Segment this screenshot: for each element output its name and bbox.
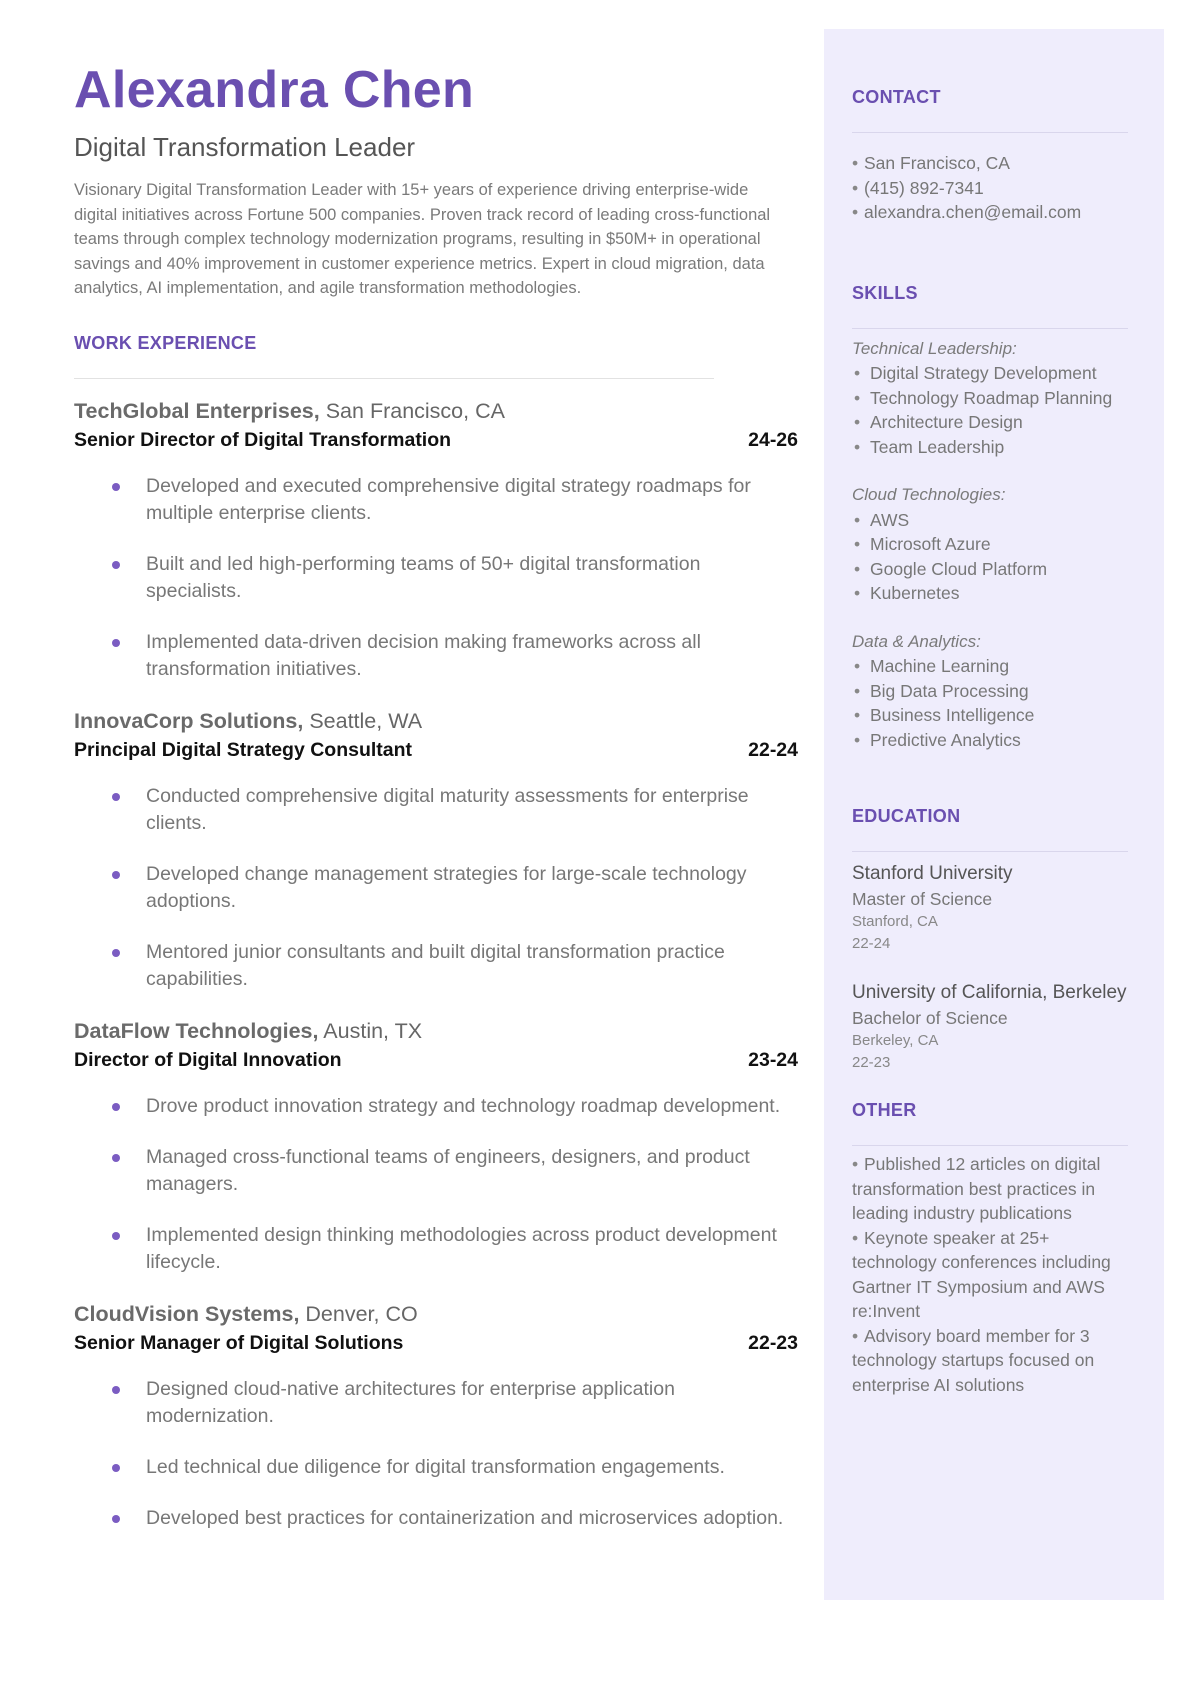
job-role: Senior Director of Digital Transformation [74, 428, 452, 451]
job-bullet: Led technical due diligence for digital transformation engagements. [74, 1454, 798, 1481]
job-bullet: Built and led high-performing teams of 50+ digital transformation specialists. [74, 551, 798, 605]
bullet-icon: • [854, 534, 861, 554]
section-divider [852, 1145, 1128, 1146]
job-bullets [74, 1376, 798, 1532]
bullet-dot-icon [112, 1103, 120, 1111]
job-role: Director of Digital Innovation [74, 1048, 342, 1071]
bullet-icon: • [854, 558, 861, 579]
skills-list [852, 337, 1128, 753]
other-item: • Advisory board member for 3 technology startups focused on enterprise AI solutions [852, 1325, 1095, 1395]
bullet-icon: • [854, 412, 861, 432]
job-bullet: Conducted comprehensive digital maturity assessments for enterprise clients. [74, 783, 798, 837]
edu-dates: 22-24 [852, 935, 891, 952]
bullet-dot-icon [112, 1232, 120, 1240]
skill-item: • Machine Learning [852, 654, 1128, 679]
bullet-dot-icon [112, 483, 120, 491]
job-location: Seattle, WA [309, 708, 423, 733]
job-company: CloudVision Systems, [74, 1301, 300, 1326]
bullet-icon: • [852, 1325, 859, 1346]
job-bullet: Mentored junior consultants and built digital transformation practice capabilities. [74, 939, 798, 993]
bullet-dot-icon [112, 1464, 120, 1472]
bullet-dot-icon [112, 793, 120, 801]
job-location: San Francisco, CA [325, 398, 505, 423]
bullet-dot-icon [112, 949, 120, 957]
skill-item: • Architecture Design [852, 410, 1128, 435]
edu-degree: Master of Science [852, 889, 993, 909]
skill-item: • Big Data Processing [852, 679, 1128, 704]
bullet-dot-icon [112, 561, 120, 569]
main-column [74, 58, 798, 1556]
job-dates: 23-24 [748, 1048, 798, 1071]
bullet-icon: • [854, 656, 861, 676]
job-entry [74, 1017, 798, 1276]
bullet-dot-icon [112, 1386, 120, 1394]
skill-category: Cloud Technologies: [852, 485, 1006, 504]
contact-list [852, 151, 1128, 225]
skill-category: Data & Analytics: [852, 631, 981, 651]
job-location: Austin, TX [323, 1018, 423, 1043]
job-bullet: Drove product innovation strategy and technology roadmap development. [74, 1093, 798, 1120]
job-bullet: Implemented design thinking methodologies across product development lifecycle. [74, 1222, 798, 1276]
education-entry [852, 979, 1128, 1074]
skill-category: Technical Leadership: [852, 338, 1017, 358]
bullet-dot-icon [112, 1515, 120, 1523]
job-bullets [74, 1093, 798, 1276]
section-divider [852, 328, 1128, 329]
professional-summary: Visionary Digital Transformation Leader with 15+ years of experience driving enterprise-wide digital initiatives across Fortune 500 companies. Proven track record of leading cross-functional teams through complex technology modernization programs, resulting in $50M+ in operational savings and 40% improvement in customer experience metrics. Expert in cloud migration, data analytics, AI implementation, and agile transformation methodologies. [74, 181, 771, 297]
job-bullet: Developed best practices for containerization and microservices adoption. [74, 1505, 798, 1532]
bullet-dot-icon [112, 1154, 120, 1162]
job-role: Principal Digital Strategy Consultant [74, 738, 413, 761]
bullet-dot-icon [112, 639, 120, 647]
job-header [74, 1017, 798, 1045]
bullet-icon: • [852, 202, 859, 222]
job-role: Senior Manager of Digital Solutions [74, 1331, 404, 1354]
job-role-row [74, 425, 798, 455]
sidebar [824, 29, 1164, 1600]
skill-item: • Google Cloud Platform [852, 557, 1128, 582]
job-company: DataFlow Technologies, [74, 1018, 319, 1043]
job-bullet: Developed and executed comprehensive digital strategy roadmaps for multiple enterprise clients. [74, 473, 798, 527]
job-entry [74, 707, 798, 993]
bullet-icon: • [854, 680, 861, 701]
candidate-name: Alexandra Chen [74, 61, 475, 119]
contact-email: • alexandra.chen@email.com [852, 200, 1128, 225]
job-header [74, 397, 798, 425]
other-list [852, 1152, 1128, 1397]
edu-dates: 22-23 [852, 1054, 891, 1071]
bullet-icon: • [852, 1154, 859, 1174]
job-company: InnovaCorp Solutions, [74, 708, 304, 733]
education-heading: EDUCATION [852, 806, 961, 826]
edu-location: Berkeley, CA [852, 1032, 939, 1049]
job-dates: 22-24 [748, 738, 798, 761]
job-role-row [74, 1045, 798, 1075]
section-divider [852, 132, 1128, 133]
job-bullets [74, 473, 798, 683]
job-bullet: Managed cross-functional teams of engineers, designers, and product managers. [74, 1144, 798, 1198]
bullet-icon: • [854, 729, 861, 750]
bullet-icon: • [854, 436, 861, 457]
job-dates: 22-23 [748, 1331, 798, 1354]
job-role-row [74, 1328, 798, 1358]
job-bullet: Designed cloud-native architectures for enterprise application modernization. [74, 1376, 798, 1430]
job-role-row [74, 735, 798, 765]
section-divider [74, 378, 714, 379]
skills-heading: SKILLS [852, 282, 918, 303]
skill-item: • Business Intelligence [852, 703, 1128, 728]
skill-item: • Microsoft Azure [852, 532, 1128, 557]
bullet-icon: • [852, 153, 859, 173]
education-entry [852, 860, 1128, 955]
skill-item: • AWS [852, 508, 1128, 533]
skill-item: • Kubernetes [852, 581, 1128, 606]
other-heading: OTHER [852, 1100, 917, 1120]
other-item: • Published 12 articles on digital transformation best practices in leading industry publications [852, 1154, 1101, 1223]
edu-degree: Bachelor of Science [852, 1008, 1008, 1028]
skill-item: • Predictive Analytics [852, 728, 1128, 753]
sidebar-content [852, 87, 1128, 1397]
bullet-icon: • [854, 705, 861, 725]
bullet-icon: • [852, 177, 859, 198]
bullet-icon: • [854, 387, 861, 408]
job-header [74, 1300, 798, 1328]
job-entry [74, 397, 798, 683]
work-experience-heading: WORK EXPERIENCE [74, 332, 257, 353]
job-dates: 24-26 [748, 428, 798, 451]
skill-item: • Digital Strategy Development [852, 361, 1128, 386]
other-item: • Keynote speaker at 25+ technology conferences including Gartner IT Symposium and AWS re:Invent [852, 1227, 1111, 1321]
skill-item: • Team Leadership [852, 435, 1128, 460]
bullet-icon: • [854, 509, 861, 530]
job-entry [74, 1300, 798, 1532]
job-bullet: Implemented data-driven decision making frameworks across all transformation initiatives. [74, 629, 798, 683]
contact-location: • San Francisco, CA [852, 151, 1128, 176]
candidate-headline: Digital Transformation Leader [74, 132, 416, 162]
job-header [74, 707, 798, 735]
job-company: TechGlobal Enterprises, [74, 398, 320, 423]
job-bullet: Developed change management strategies for large-scale technology adoptions. [74, 861, 798, 915]
skill-item: • Technology Roadmap Planning [852, 386, 1128, 411]
edu-school: Stanford University [852, 863, 1013, 884]
edu-school: University of California, Berkeley [852, 982, 1127, 1003]
bullet-icon: • [852, 1227, 859, 1248]
job-location: Denver, CO [305, 1301, 418, 1326]
job-bullets [74, 783, 798, 993]
contact-phone: • (415) 892-7341 [852, 176, 1128, 201]
contact-heading: CONTACT [852, 87, 941, 107]
bullet-icon: • [854, 583, 861, 603]
bullet-dot-icon [112, 871, 120, 879]
edu-location: Stanford, CA [852, 913, 938, 930]
section-divider [852, 851, 1128, 852]
bullet-icon: • [854, 363, 861, 383]
